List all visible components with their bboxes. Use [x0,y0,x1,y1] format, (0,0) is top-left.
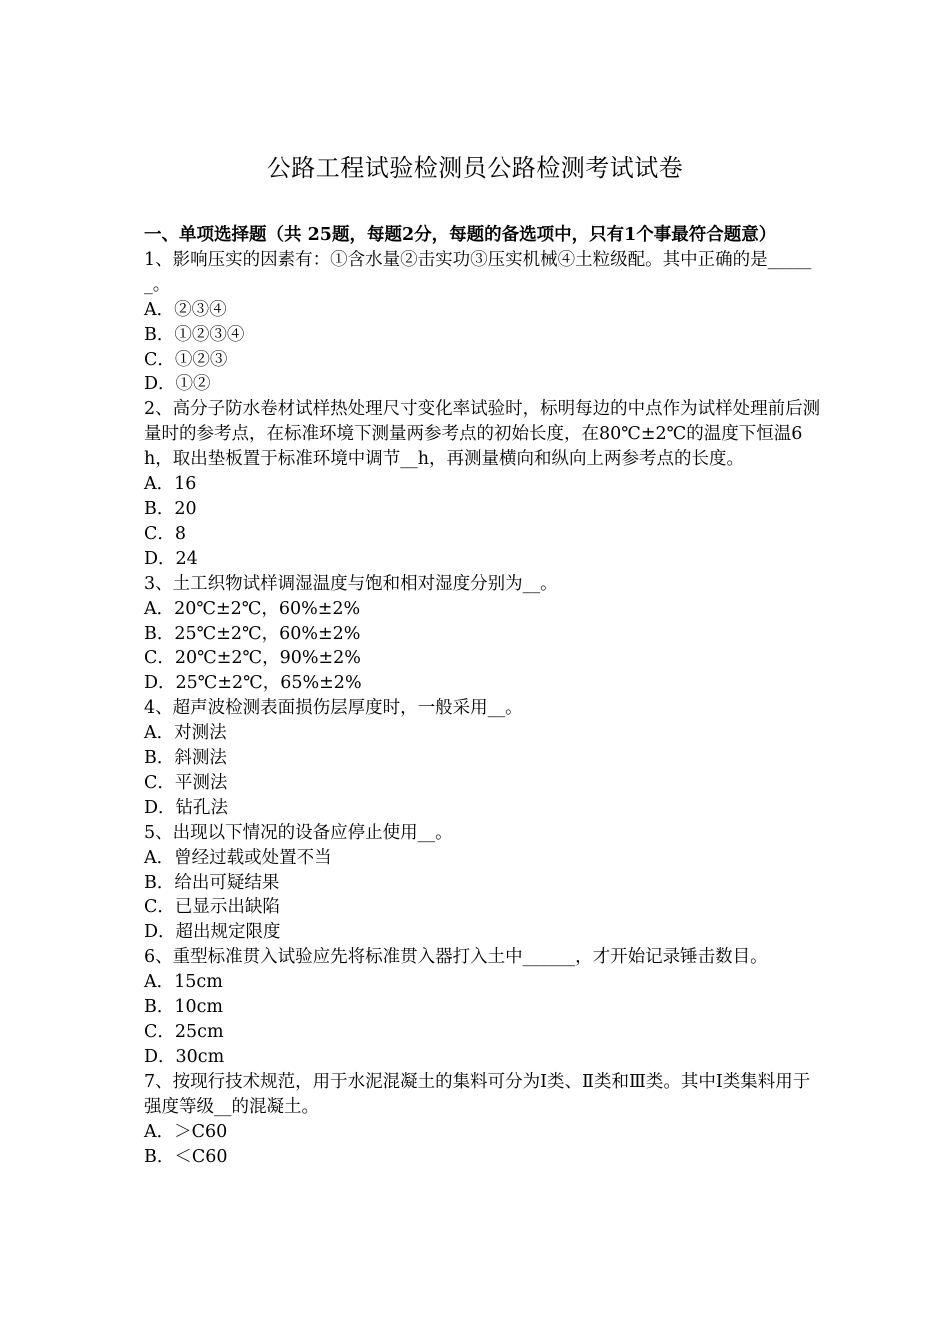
question-7 [144,1070,824,1170]
question-3 [144,572,824,697]
option-d: D．钻孔法 [144,797,229,818]
option-a: A．20℃±2℃，60%±2% [144,598,361,619]
question-stem: 6、重型标准贯入试验应先将标准贯入器打入土中______，才开始记录锤击数目。 [144,947,768,968]
question-stem: 4、超声波检测表面损伤层厚度时，一般采用__。 [144,698,523,719]
question-6 [144,945,824,1070]
question-4 [144,696,824,821]
option-c: C．①②③ [144,349,228,370]
question-stem: 7、按现行技术规范，用于水泥混凝土的集料可分为Ⅰ类、Ⅱ类和Ⅲ类。其中Ⅰ类集料用于强度等级__的混凝土。 [144,1071,811,1117]
question-stem: 2、高分子防水卷材试样热处理尺寸变化率试验时，标明每边的中点作为试样处理前后测量时的参考点，在标准环境下测量两参考点的初始长度，在80℃±2℃的温度下恒温6h，取出垫板置于标准环境中调节__h，再测量横向和纵向上两参考点的长度。 [144,399,821,470]
option-b: B．10cm [144,997,224,1018]
option-a: A．16 [144,474,197,495]
option-c: C．20℃±2℃，90%±2% [144,648,361,669]
question-5 [144,821,824,946]
option-a: A．＞C60 [144,1121,228,1142]
question-stem: 5、出现以下情况的设备应停止使用__。 [144,822,453,843]
option-d: D．25℃±2℃，65%±2% [144,673,362,694]
section-heading: 一、单项选择题（共 25题，每题2分，每题的备选项中，只有1个事最符合题意） [144,225,777,245]
option-b: B．25℃±2℃，60%±2% [144,623,361,644]
document-body [144,223,824,1169]
option-c: C．平测法 [144,772,228,793]
option-d: D．30cm [144,1046,225,1067]
option-b: B．给出可疑结果 [144,872,280,893]
question-stem: 3、土工织物试样调湿温度与饱和相对湿度分别为__。 [144,573,558,594]
option-d: D．24 [144,548,198,569]
option-b: B．斜测法 [144,748,227,769]
question-stem: 1、影响压实的因素有：①含水量②击实功③压实机械④土粒级配。其中正确的是______。 [144,249,812,295]
option-a: A．15cm [144,972,223,993]
document-title: 公路工程试验检测员公路检测考试试卷 [266,154,684,182]
option-c: C．8 [144,523,187,544]
option-c: C．已显示出缺陷 [144,897,280,918]
question-1 [144,248,824,397]
option-b: B．20 [144,498,197,519]
option-c: C．25cm [144,1022,224,1042]
option-a: A．②③④ [144,299,227,320]
question-2 [144,397,824,571]
option-d: D．①② [144,374,211,395]
option-a: A．曾经过载或处置不当 [144,847,332,868]
option-b: B．＜C60 [144,1146,228,1167]
option-a: A．对测法 [144,723,227,744]
option-d: D．超出规定限度 [144,922,281,943]
option-b: B．①②③④ [144,324,245,345]
